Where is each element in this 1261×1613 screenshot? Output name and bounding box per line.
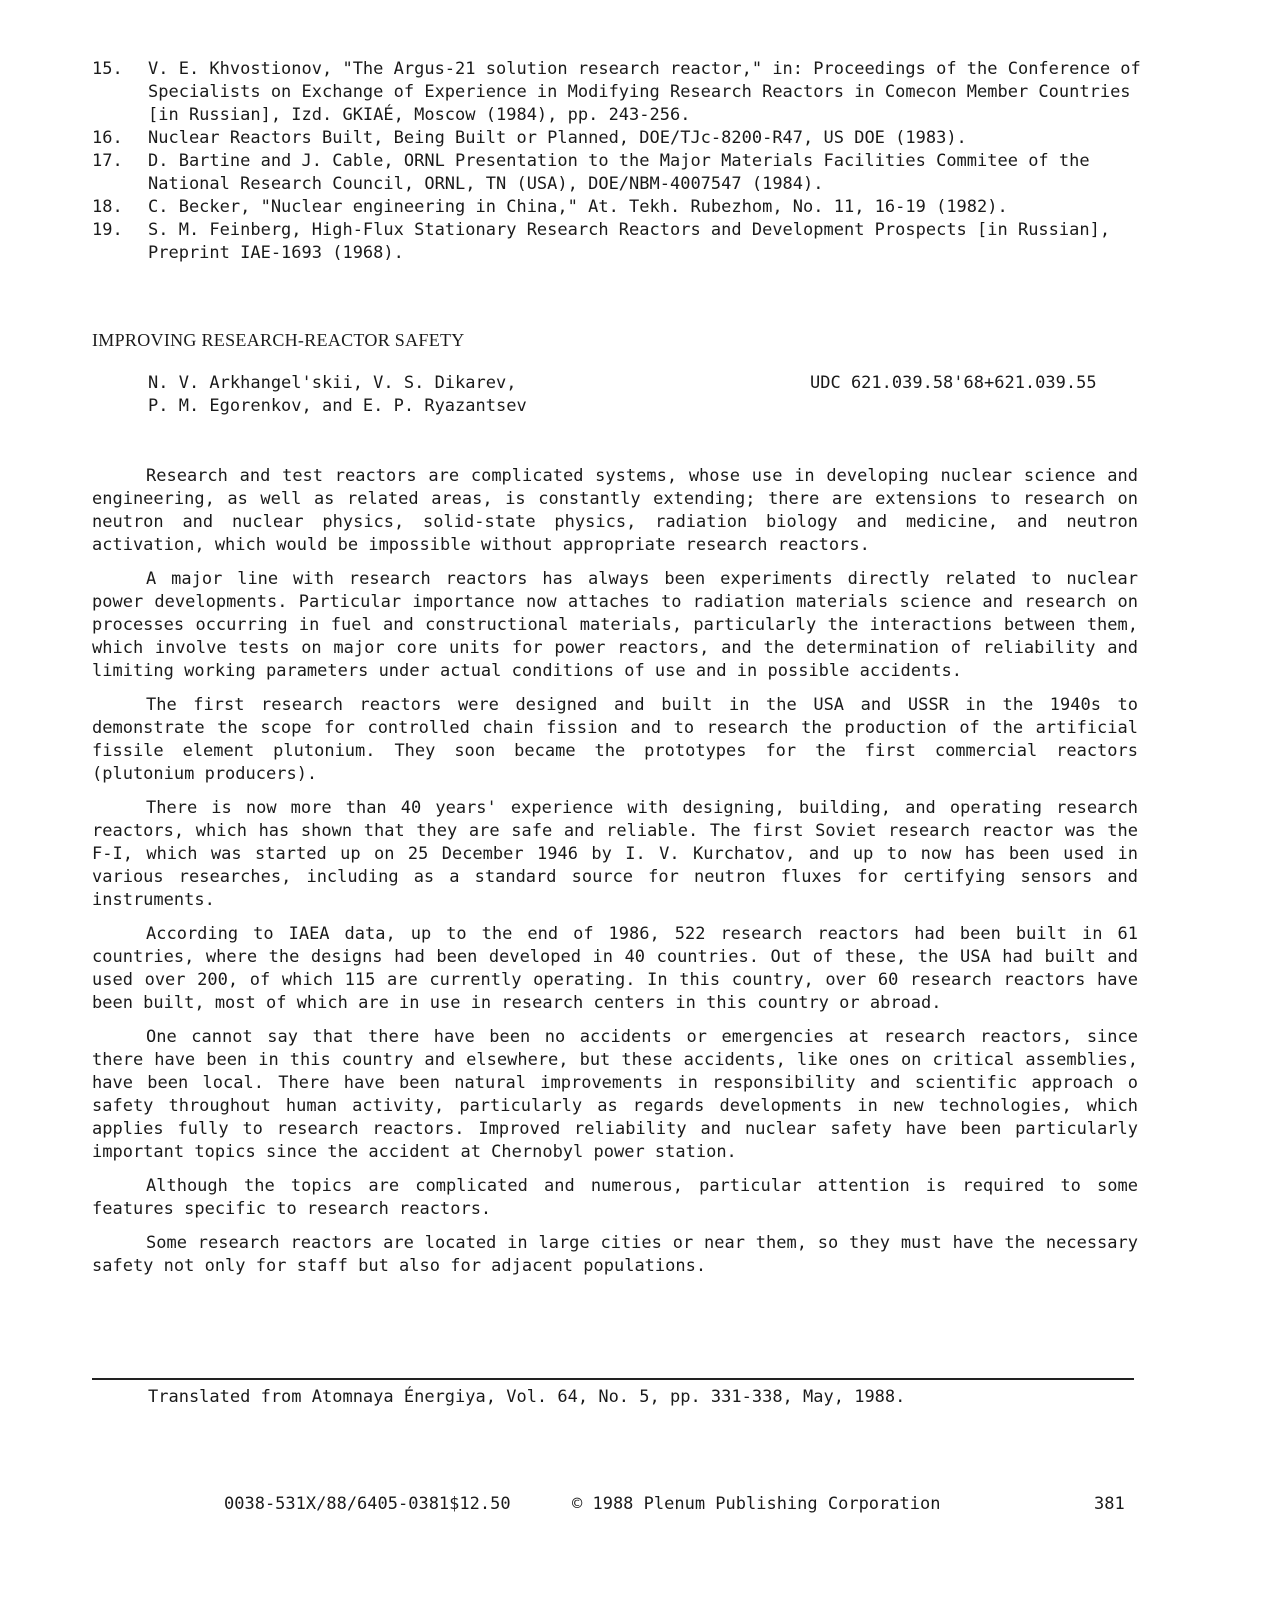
reference-text: D. Bartine and J. Cable, ORNL Presentation to the Major Materials Facilities Commitee of the National Research Council, ORNL, TN (USA), DOE/NBM-4007547 (1984). — [148, 151, 1090, 194]
reference-item — [92, 196, 1152, 219]
reference-number: 15. — [92, 59, 123, 79]
reference-text: C. Becker, "Nuclear engineering in China," At. Tekh. Rubezhom, No. 11, 16-19 (1982). — [148, 197, 1008, 217]
reference-number: 19. — [92, 220, 123, 240]
reference-item — [92, 219, 1152, 265]
reference-item — [92, 58, 1152, 127]
body-paragraph: The first research reactors were designed and built in the USA and USSR in the 1940s to demonstrate the scope for controlled chain fission and to research the production of the artificial fissile element plutonium. They soon became the prototypes for the first commercial reactors (plutonium producers). — [92, 695, 1138, 784]
authors-line: P. M. Egorenkov, and E. P. Ryazantsev — [148, 396, 527, 416]
footnote-divider — [92, 1378, 1134, 1380]
reference-text: V. E. Khvostionov, "The Argus-21 solution research reactor," in: Proceedings of the Conference of Specialists on Exchange of Experience in Modifying Research Reactors in Comecon Member Countries [in Russian], Izd. GKIAÉ, Moscow (1984), pp. 243-256. — [148, 59, 1141, 125]
reference-item — [92, 127, 1152, 150]
udc-code: UDC 621.039.58'68+621.039.55 — [810, 373, 1097, 393]
body-paragraph: One cannot say that there have been no accidents or emergencies at research reactors, since there have been in this country and elsewhere, but these accidents, like ones on critical assemblies, have been local. There have been natural improvements in responsibility and scientific approach o safety throughout human activity, particularly as regards developments in new technologies, which applies fully to research reactors. Improved reliability and nuclear safety have been particularly important topics since the accident at Chernobyl power station. — [92, 1027, 1138, 1162]
article-title: IMPROVING RESEARCH-REACTOR SAFETY — [92, 330, 465, 350]
reference-number: 18. — [92, 197, 123, 217]
body-paragraph: According to IAEA data, up to the end of 1986, 522 research reactors had been built in 61 countries, where the designs had been developed in 40 countries. Out of these, the USA had built and used over 200, of which 115 are currently operating. In this country, over 60 research reactors have been built, most of which are in use in research centers in this country or abroad. — [92, 924, 1138, 1013]
body-paragraph: A major line with research reactors has always been experiments directly related to nuclear power developments. Particular importance now attaches to radiation materials science and research on processes occurring in fuel and constructional materials, particularly the interactions between them, which involve tests on major core units for power reactors, and the determination of reliability and limiting working parameters under actual conditions of use and in possible accidents. — [92, 569, 1138, 681]
reference-number: 16. — [92, 128, 123, 148]
copyright-notice: © 1988 Plenum Publishing Corporation — [572, 1494, 941, 1514]
price-code: 0038-531X/88/6405-0381$12.50 — [224, 1494, 511, 1514]
body-paragraph: Some research reactors are located in large cities or near them, so they must have the necessary safety not only for staff but also for adjacent populations. — [92, 1233, 1138, 1276]
article-body — [92, 465, 1138, 1289]
reference-item — [92, 150, 1152, 196]
reference-text: S. M. Feinberg, High-Flux Stationary Research Reactors and Development Prospects [in Russian], Preprint IAE-1693 (1968). — [148, 220, 1111, 263]
author-list — [148, 372, 648, 418]
reference-text: Nuclear Reactors Built, Being Built or Planned, DOE/TJc-8200-R47, US DOE (1983). — [148, 128, 967, 148]
translation-note: Translated from Atomnaya Énergiya, Vol. 64, No. 5, pp. 331-338, May, 1988. — [148, 1387, 906, 1407]
body-paragraph: There is now more than 40 years' experience with designing, building, and operating research reactors, which has shown that they are safe and reliable. The first Soviet research reactor was the F-I, which was started up on 25 December 1946 by I. V. Kurchatov, and up to now has been used in various researches, including as a standard source for neutron fluxes for certifying sensors and instruments. — [92, 798, 1138, 910]
authors-line: N. V. Arkhangel'skii, V. S. Dikarev, — [148, 373, 517, 393]
page-number: 381 — [1094, 1494, 1125, 1514]
reference-list — [92, 58, 1152, 265]
reference-number: 17. — [92, 151, 123, 171]
body-paragraph: Although the topics are complicated and numerous, particular attention is required to some features specific to research reactors. — [92, 1176, 1138, 1219]
body-paragraph: Research and test reactors are complicated systems, whose use in developing nuclear science and engineering, as well as related areas, is constantly extending; there are extensions to research on neutron and nuclear physics, solid-state physics, radiation biology and medicine, and neutron activation, which would be impossible without appropriate research reactors. — [92, 466, 1138, 555]
